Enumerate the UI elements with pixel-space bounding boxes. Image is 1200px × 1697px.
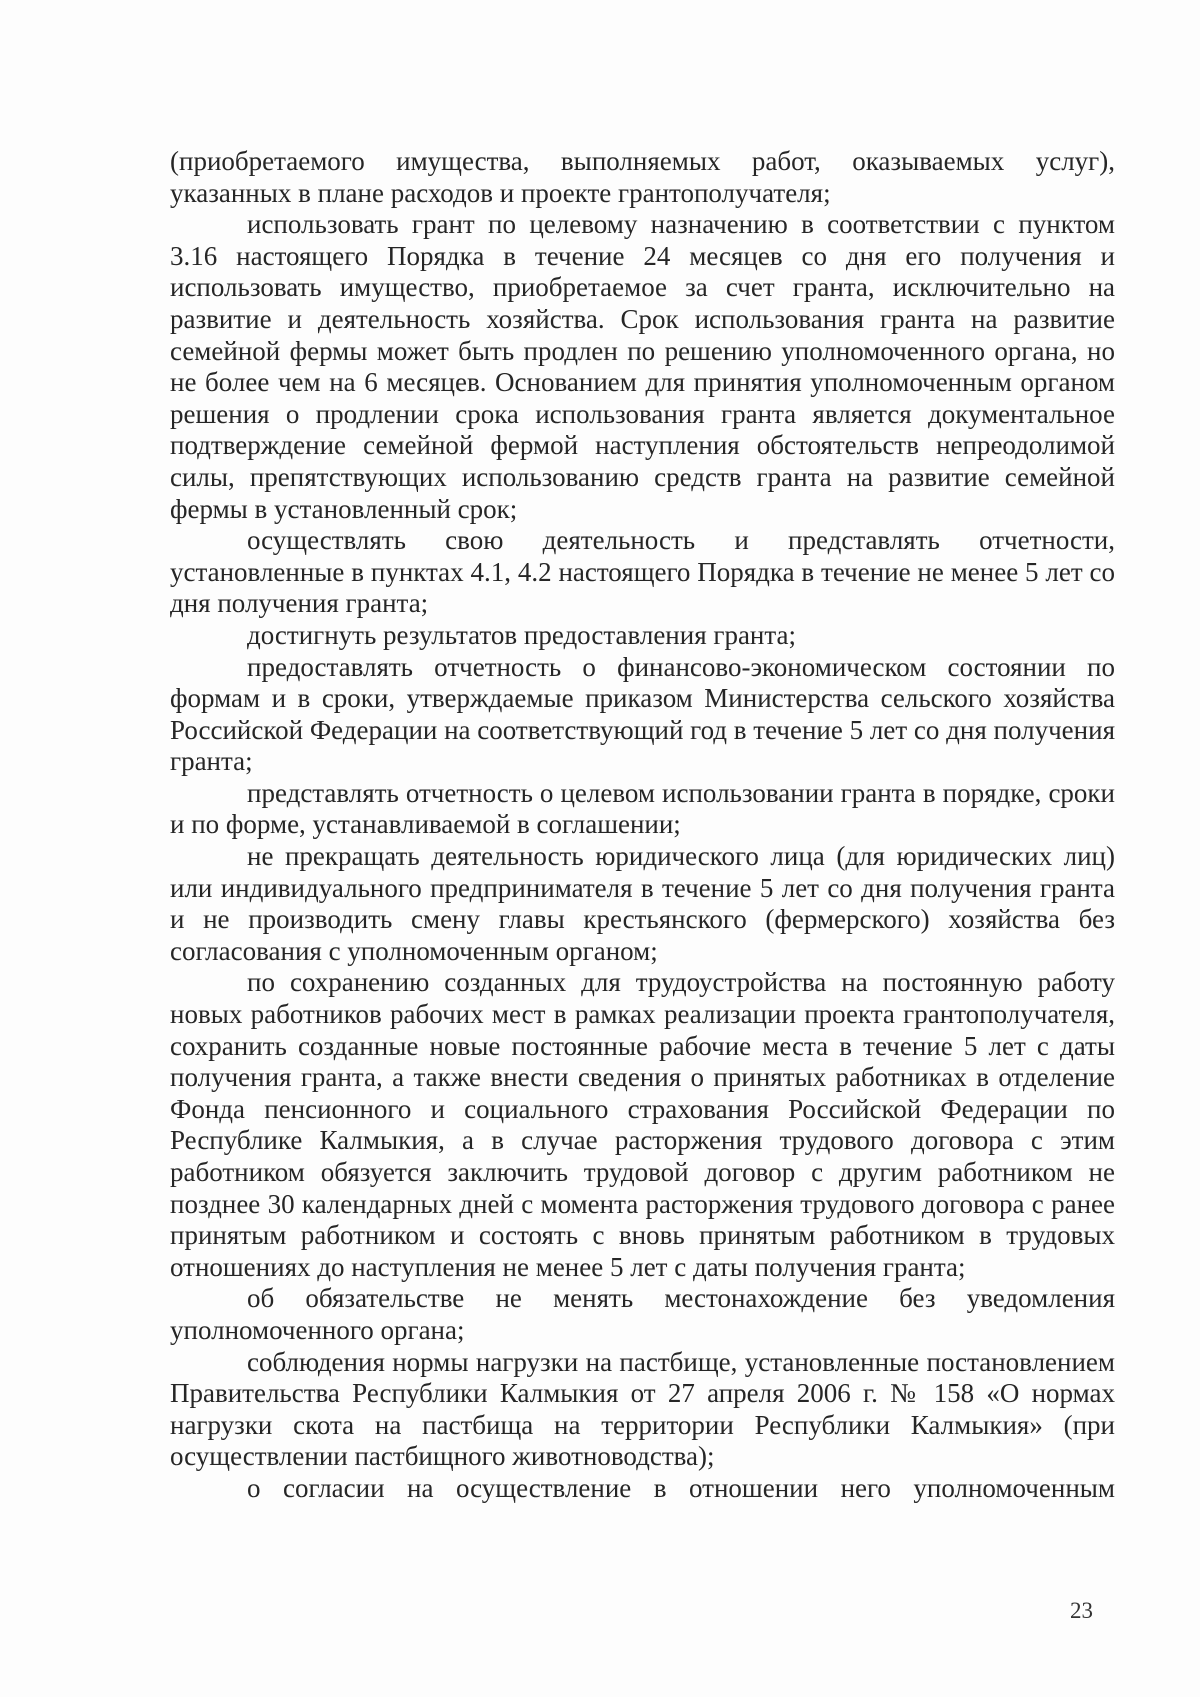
document-body: [170, 146, 1115, 1505]
paragraph-consent: о согласии на осуществление в отношении него уполномоченным: [247, 1472, 1115, 1503]
paragraph-use-grant: использовать грант по целевому назначению в соответствии с пунктом 3.16 настоящего Порядка в течение 24 месяцев со дня его получения и использовать имущество, приобретаемое за счет гранта, исключительно на развитие и деятельность хозяйства. Срок использования гранта на развитие семейной фермы может быть продлен по решению уполномоченного органа, но не более чем на 6 месяцев. Основанием для принятия уполномоченным органом решения о продлении срока использования гранта является документальное подтверждение семейной фермой наступления обстоятельств непреодолимой силы, препятствующих использованию средств гранта на развитие семейной фермы в установленный срок;: [170, 209, 1115, 524]
paragraph-no-termination: не прекращать деятельность юридического лица (для юридических лиц) или индивидуального предпринимателя в течение 5 лет со дня получения гранта и не производить смену главы крестьянского (фермерского) хозяйства без согласования с уполномоченным органом;: [170, 841, 1115, 966]
page-number: 23: [1070, 1598, 1093, 1623]
paragraph-activity-reporting: осуществлять свою деятельность и представлять отчетности, установленные в пунктах 4.1, 4.2 настоящего Порядка в течение не менее 5 лет со дня получения гранта;: [170, 525, 1115, 619]
paragraph-financial-reporting: предоставлять отчетность о финансово-экономическом состоянии по формам и в сроки, утверждаемые приказом Министерства сельского хозяйства Российской Федерации на соответствующий год в течение 5 лет со дня получения гранта;: [170, 651, 1115, 777]
paragraph-job-retention: по сохранению созданных для трудоустройства на постоянную работу новых работников рабочих мест в рамках реализации проекта грантополучателя, сохранить созданные новые постоянные рабочие места в течение 5 лет с даты получения гранта, а также внести сведения о принятых работниках в отделение Фонда пенсионного и социального страхования Российской Федерации по Республике Калмыкия, а в случае расторжения трудового договора с этим работником обязуется заключить трудовой договор с другим работником не позднее 30 календарных дней с момента расторжения трудового договора с ранее принятым работником и состоять с вновь принятым работником в трудовых отношениях до наступления не менее 5 лет с даты получения гранта;: [170, 967, 1115, 1282]
paragraph-target-use-reporting: представлять отчетность о целевом использовании гранта в порядке, сроки и по форме, устанавливаемой в соглашении;: [170, 777, 1115, 840]
paragraph-continuation: (приобретаемого имущества, выполняемых работ, оказываемых услуг), указанных в плане расходов и проекте грантополучателя;: [170, 146, 1115, 208]
paragraph-pasture-norms: соблюдения нормы нагрузки на пастбище, установленные постановлением Правительства Республики Калмыкия от 27 апреля 2006 г. № 158 «О нормах нагрузки скота на пастбища на территории Республики Калмыкия» (при осуществлении пастбищного животноводства);: [170, 1346, 1115, 1472]
paragraph-achieve-results: достигнуть результатов предоставления гранта;: [247, 619, 796, 650]
paragraph-location: об обязательстве не менять местонахождение без уведомления уполномоченного органа;: [170, 1283, 1115, 1345]
